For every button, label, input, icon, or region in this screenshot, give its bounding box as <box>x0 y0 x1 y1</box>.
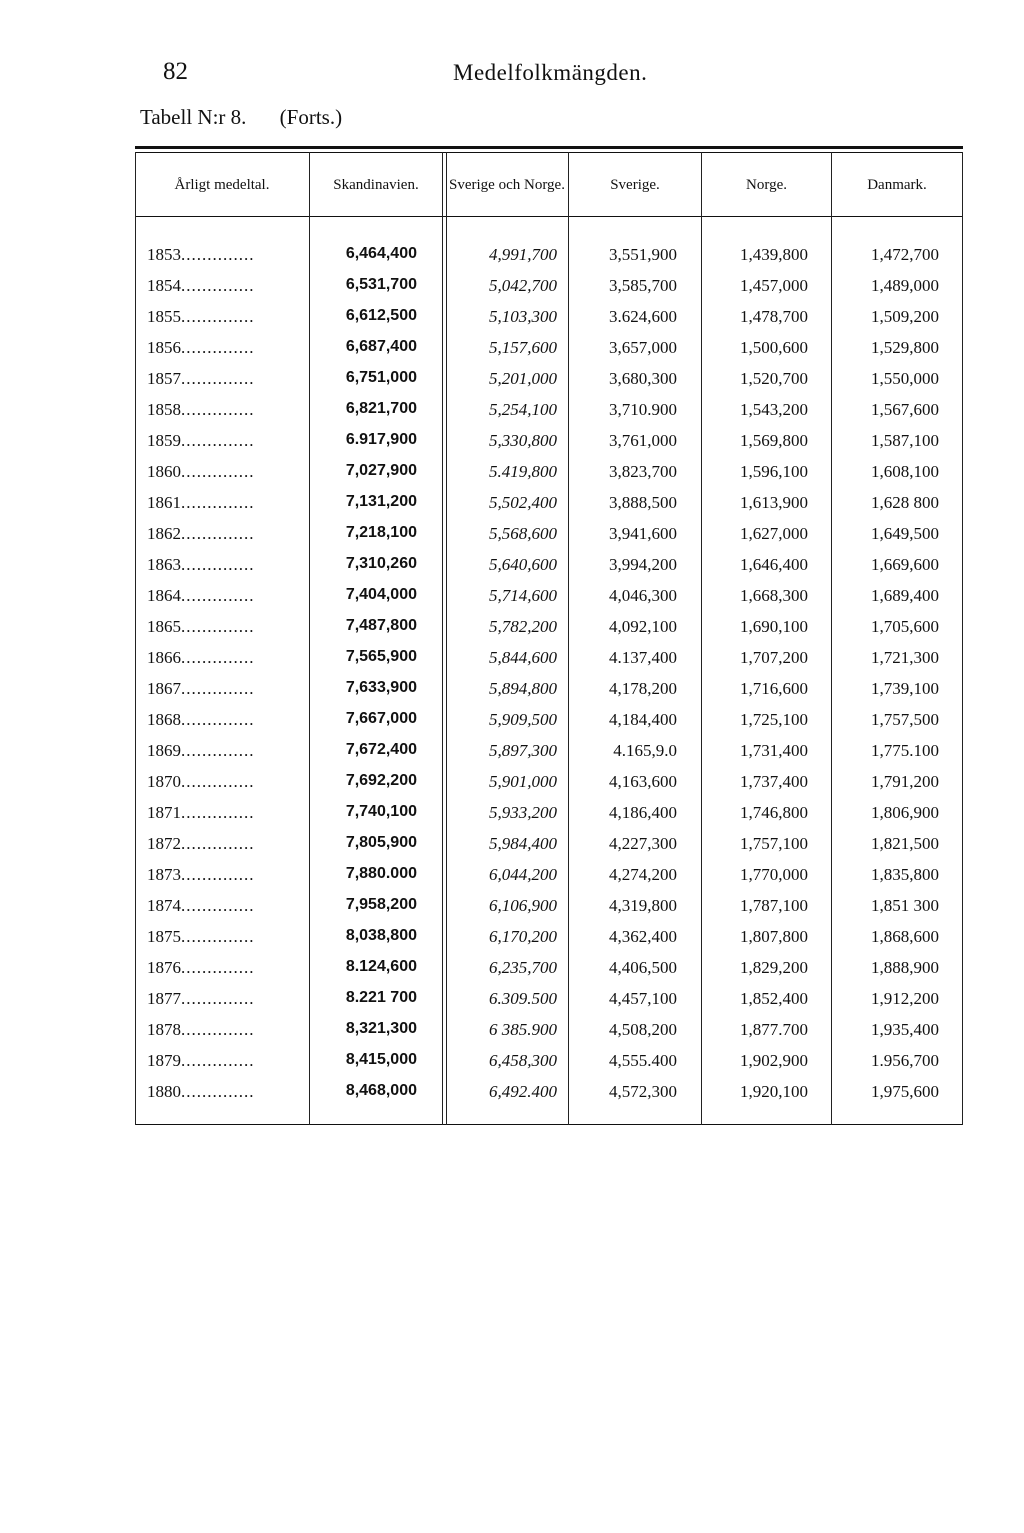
dot-leader: .............. <box>181 524 255 543</box>
cell-skandinavien: 6.917,900 <box>345 431 417 448</box>
cell-danmark: 1,975,600 <box>871 1082 939 1101</box>
cell-skandinavien: 7,218,100 <box>345 524 417 541</box>
cell-sverige: 3,680,300 <box>609 369 677 388</box>
cell-danmark: 1,608,100 <box>871 462 939 481</box>
cell-sverige-norge: 6,492.400 <box>489 1082 557 1101</box>
table-row <box>135 803 963 834</box>
cell-skandinavien: 6,821,700 <box>345 400 417 417</box>
column-header-norge: Norge. <box>746 176 787 193</box>
dot-leader: .............. <box>181 369 255 388</box>
cell-skandinavien: 7,310,260 <box>345 555 417 572</box>
table-row <box>135 958 963 989</box>
cell-danmark: 1,649,500 <box>871 524 939 543</box>
cell-sverige: 4.137,400 <box>609 648 677 667</box>
cell-sverige: 3,761,000 <box>609 431 677 450</box>
cell-skandinavien: 8.221 700 <box>345 989 417 1006</box>
cell-sverige: 4,184,400 <box>609 710 677 729</box>
cell-year: 1867.............. <box>147 679 255 698</box>
cell-year: 1873.............. <box>147 865 255 884</box>
cell-danmark: 1,721,300 <box>871 648 939 667</box>
cell-skandinavien: 6,687,400 <box>345 338 417 355</box>
cell-norge: 1,478,700 <box>740 307 808 326</box>
dot-leader: .............. <box>181 338 255 357</box>
cell-sverige: 3,994,200 <box>609 555 677 574</box>
cell-year: 1876.............. <box>147 958 255 977</box>
dot-leader: .............. <box>181 462 255 481</box>
cell-danmark: 1,529,800 <box>871 338 939 357</box>
cell-skandinavien: 8,415,000 <box>345 1051 417 1068</box>
dot-leader: .............. <box>181 276 255 295</box>
cell-skandinavien: 7,692,200 <box>345 772 417 789</box>
cell-skandinavien: 7,672,400 <box>345 741 417 758</box>
cell-norge: 1,520,700 <box>740 369 808 388</box>
cell-skandinavien: 6,751,000 <box>345 369 417 386</box>
cell-sverige-norge: 5,714,600 <box>489 586 557 605</box>
cell-norge: 1,543,200 <box>740 400 808 419</box>
cell-danmark: 1,509,200 <box>871 307 939 326</box>
cell-danmark: 1,821,500 <box>871 834 939 853</box>
cell-sverige: 4,555.400 <box>609 1051 677 1070</box>
cell-sverige: 4,572,300 <box>609 1082 677 1101</box>
cell-year: 1868.............. <box>147 710 255 729</box>
table-row <box>135 927 963 958</box>
table-row <box>135 896 963 927</box>
dot-leader: .............. <box>181 648 255 667</box>
table-row <box>135 493 963 524</box>
cell-danmark: 1,669,600 <box>871 555 939 574</box>
cell-danmark: 1,689,400 <box>871 586 939 605</box>
cell-year: 1859.............. <box>147 431 255 450</box>
table-row <box>135 741 963 772</box>
table-row <box>135 865 963 896</box>
page-number: 82 <box>163 58 188 85</box>
cell-year: 1860.............. <box>147 462 255 481</box>
cell-sverige-norge: 5,901,000 <box>489 772 557 791</box>
table-top-rule-thin <box>135 152 963 153</box>
cell-danmark: 1,851 300 <box>871 896 939 915</box>
cell-sverige-norge: 6.309.500 <box>489 989 557 1008</box>
cell-sverige: 4,274,200 <box>609 865 677 884</box>
cell-year: 1872.............. <box>147 834 255 853</box>
column-header-sverige-norge: Sverige och Norge. <box>449 176 565 193</box>
cell-year: 1865.............. <box>147 617 255 636</box>
cell-norge: 1,829,200 <box>740 958 808 977</box>
cell-norge: 1,757,100 <box>740 834 808 853</box>
cell-norge: 1,725,100 <box>740 710 808 729</box>
cell-skandinavien: 7,958,200 <box>345 896 417 913</box>
cell-sverige-norge: 6,170,200 <box>489 927 557 946</box>
dot-leader: .............. <box>181 803 255 822</box>
cell-year: 1875.............. <box>147 927 255 946</box>
cell-sverige-norge: 5,894,800 <box>489 679 557 698</box>
table-bottom-rule <box>135 1124 963 1125</box>
cell-year: 1864.............. <box>147 586 255 605</box>
cell-norge: 1,596,100 <box>740 462 808 481</box>
cell-sverige: 4,186,400 <box>609 803 677 822</box>
cell-year: 1877.............. <box>147 989 255 1008</box>
cell-sverige-norge: 5,782,200 <box>489 617 557 636</box>
column-header-danmark-label: Danmark. <box>867 176 927 193</box>
cell-sverige-norge: 5,568,600 <box>489 524 557 543</box>
table-row <box>135 1082 963 1113</box>
cell-sverige: 3,710.900 <box>609 400 677 419</box>
cell-skandinavien: 7,404,000 <box>345 586 417 603</box>
cell-norge: 1,707,200 <box>740 648 808 667</box>
cell-norge: 1,902,900 <box>740 1051 808 1070</box>
cell-sverige-norge: 5,103,300 <box>489 307 557 326</box>
cell-norge: 1,787,100 <box>740 896 808 915</box>
cell-sverige: 3,941,600 <box>609 524 677 543</box>
cell-norge: 1,569,800 <box>740 431 808 450</box>
cell-danmark: 1,868,600 <box>871 927 939 946</box>
column-header-year: Årligt medeltal. <box>174 176 270 193</box>
cell-danmark: 1,935,400 <box>871 1020 939 1039</box>
cell-sverige: 4,046,300 <box>609 586 677 605</box>
cell-sverige: 3,551,900 <box>609 245 677 264</box>
cell-sverige-norge: 5,933,200 <box>489 803 557 822</box>
table-row <box>135 1051 963 1082</box>
dot-leader: .............. <box>181 431 255 450</box>
table-row <box>135 307 963 338</box>
dot-leader: .............. <box>181 865 255 884</box>
cell-year: 1853.............. <box>147 245 255 264</box>
cell-sverige-norge: 5,330,800 <box>489 431 557 450</box>
cell-skandinavien: 7,740,100 <box>345 803 417 820</box>
cell-sverige-norge: 5,640,600 <box>489 555 557 574</box>
dot-leader: .............. <box>181 927 255 946</box>
cell-norge: 1,920,100 <box>740 1082 808 1101</box>
cell-sverige: 4,178,200 <box>609 679 677 698</box>
cell-year: 1866.............. <box>147 648 255 667</box>
table-row <box>135 524 963 555</box>
cell-skandinavien: 7,027,900 <box>345 462 417 479</box>
cell-skandinavien: 7,880.000 <box>345 865 417 882</box>
cell-danmark: 1,739,100 <box>871 679 939 698</box>
cell-norge: 1,746,800 <box>740 803 808 822</box>
dot-leader: .............. <box>181 834 255 853</box>
cell-danmark: 1,835,800 <box>871 865 939 884</box>
dot-leader: .............. <box>181 710 255 729</box>
dot-leader: .............. <box>181 896 255 915</box>
cell-norge: 1,613,900 <box>740 493 808 512</box>
cell-skandinavien: 6,531,700 <box>345 276 417 293</box>
cell-danmark: 1,775.100 <box>871 741 939 760</box>
cell-norge: 1,737,400 <box>740 772 808 791</box>
cell-danmark: 1,472,700 <box>871 245 939 264</box>
cell-year: 1869.............. <box>147 741 255 760</box>
table-row <box>135 555 963 586</box>
table-caption <box>140 105 342 130</box>
table-header-rule <box>135 216 963 217</box>
cell-sverige-norge: 6,235,700 <box>489 958 557 977</box>
dot-leader: .............. <box>181 1082 255 1101</box>
cell-danmark: 1,888,900 <box>871 958 939 977</box>
cell-sverige: 3,823,700 <box>609 462 677 481</box>
dot-leader: .............. <box>181 400 255 419</box>
cell-norge: 1,646,400 <box>740 555 808 574</box>
cell-year: 1863.............. <box>147 555 255 574</box>
table-row <box>135 276 963 307</box>
dot-leader: .............. <box>181 772 255 791</box>
table-row <box>135 586 963 617</box>
cell-danmark: 1,912,200 <box>871 989 939 1008</box>
cell-sverige-norge: 5,254,100 <box>489 400 557 419</box>
cell-sverige-norge: 5,157,600 <box>489 338 557 357</box>
cell-norge: 1,690,100 <box>740 617 808 636</box>
table-row <box>135 834 963 865</box>
cell-year: 1870.............. <box>147 772 255 791</box>
cell-norge: 1,500,600 <box>740 338 808 357</box>
cell-year: 1862.............. <box>147 524 255 543</box>
cell-sverige: 4,362,400 <box>609 927 677 946</box>
cell-sverige-norge: 6,044,200 <box>489 865 557 884</box>
cell-skandinavien: 8,038,800 <box>345 927 417 944</box>
dot-leader: .............. <box>181 679 255 698</box>
table-row <box>135 989 963 1020</box>
dot-leader: .............. <box>181 307 255 326</box>
table-top-rule <box>135 146 963 149</box>
cell-danmark: 1,705,600 <box>871 617 939 636</box>
running-title: Medelfolkmängden. <box>453 60 648 85</box>
cell-sverige-norge: 6 385.900 <box>489 1020 557 1039</box>
table-row <box>135 245 963 276</box>
cell-sverige: 3,888,500 <box>609 493 677 512</box>
cell-sverige: 4,163,600 <box>609 772 677 791</box>
cell-year: 1861.............. <box>147 493 255 512</box>
cell-sverige-norge: 5.419,800 <box>489 462 557 481</box>
cell-norge: 1,627,000 <box>740 524 808 543</box>
cell-sverige-norge: 6,458,300 <box>489 1051 557 1070</box>
cell-skandinavien: 7,487,800 <box>345 617 417 634</box>
table-row <box>135 1020 963 1051</box>
cell-norge: 1,877.700 <box>740 1020 808 1039</box>
cell-danmark: 1,567,600 <box>871 400 939 419</box>
cell-norge: 1,439,800 <box>740 245 808 264</box>
cell-danmark: 1,806,900 <box>871 803 939 822</box>
cell-sverige: 4,508,200 <box>609 1020 677 1039</box>
cell-sverige: 4,319,800 <box>609 896 677 915</box>
cell-danmark: 1,628 800 <box>871 493 939 512</box>
dot-leader: .............. <box>181 741 255 760</box>
dot-leader: .............. <box>181 245 255 264</box>
table-row <box>135 710 963 741</box>
cell-skandinavien: 7,633,900 <box>345 679 417 696</box>
cell-year: 1878.............. <box>147 1020 255 1039</box>
cell-year: 1874.............. <box>147 896 255 915</box>
cell-sverige-norge: 5,844,600 <box>489 648 557 667</box>
cell-sverige-norge: 5,909,500 <box>489 710 557 729</box>
cell-norge: 1,852,400 <box>740 989 808 1008</box>
cell-danmark: 1,791,200 <box>871 772 939 791</box>
dot-leader: .............. <box>181 989 255 1008</box>
cell-year: 1857.............. <box>147 369 255 388</box>
dot-leader: .............. <box>181 1051 255 1070</box>
cell-year: 1879.............. <box>147 1051 255 1070</box>
cell-sverige: 4,227,300 <box>609 834 677 853</box>
table-row <box>135 772 963 803</box>
table-row <box>135 462 963 493</box>
cell-sverige: 4,406,500 <box>609 958 677 977</box>
cell-skandinavien: 7,805,900 <box>345 834 417 851</box>
cell-year: 1858.............. <box>147 400 255 419</box>
table-row <box>135 338 963 369</box>
cell-skandinavien: 6,612,500 <box>345 307 417 324</box>
cell-sverige: 4.165,9.0 <box>613 741 677 760</box>
dot-leader: .............. <box>181 586 255 605</box>
cell-skandinavien: 8,468,000 <box>345 1082 417 1099</box>
dot-leader: .............. <box>181 493 255 512</box>
dot-leader: .............. <box>181 555 255 574</box>
cell-danmark: 1,757,500 <box>871 710 939 729</box>
cell-sverige-norge: 5,201,000 <box>489 369 557 388</box>
cell-danmark: 1,489,000 <box>871 276 939 295</box>
cell-skandinavien: 6,464,400 <box>345 245 417 262</box>
cell-year: 1855.............. <box>147 307 255 326</box>
cell-skandinavien: 7,565,900 <box>345 648 417 665</box>
cell-year: 1871.............. <box>147 803 255 822</box>
table-row <box>135 369 963 400</box>
cell-norge: 1,668,300 <box>740 586 808 605</box>
dot-leader: .............. <box>181 617 255 636</box>
cell-sverige-norge: 5,502,400 <box>489 493 557 512</box>
cell-skandinavien: 7,131,200 <box>345 493 417 510</box>
table-row <box>135 617 963 648</box>
cell-year: 1854.............. <box>147 276 255 295</box>
cell-sverige: 4,457,100 <box>609 989 677 1008</box>
cell-skandinavien: 8,321,300 <box>345 1020 417 1037</box>
cell-sverige-norge: 4,991,700 <box>489 245 557 264</box>
dot-leader: .............. <box>181 958 255 977</box>
cell-skandinavien: 8.124,600 <box>345 958 417 975</box>
cell-sverige: 4,092,100 <box>609 617 677 636</box>
column-header-sverige: Sverige. <box>610 176 660 193</box>
cell-sverige-norge: 6,106,900 <box>489 896 557 915</box>
cell-sverige-norge: 5,897,300 <box>489 741 557 760</box>
cell-danmark: 1,550,000 <box>871 369 939 388</box>
cell-sverige-norge: 5,984,400 <box>489 834 557 853</box>
cell-norge: 1,457,000 <box>740 276 808 295</box>
cell-skandinavien: 7,667,000 <box>345 710 417 727</box>
column-header-skandinavien: Skandinavien. <box>333 176 419 193</box>
table-row <box>135 431 963 462</box>
cell-norge: 1,716,600 <box>740 679 808 698</box>
cell-danmark: 1.956,700 <box>871 1051 939 1070</box>
cell-norge: 1,770,000 <box>740 865 808 884</box>
dot-leader: .............. <box>181 1020 255 1039</box>
table-row <box>135 648 963 679</box>
cell-year: 1856.............. <box>147 338 255 357</box>
cell-norge: 1,807,800 <box>740 927 808 946</box>
cell-danmark: 1,587,100 <box>871 431 939 450</box>
table-label: Tabell N:r 8. <box>140 105 247 129</box>
cell-sverige-norge: 5,042,700 <box>489 276 557 295</box>
cell-year: 1880.............. <box>147 1082 255 1101</box>
cell-sverige: 3,657,000 <box>609 338 677 357</box>
cell-sverige: 3.624,600 <box>609 307 677 326</box>
table-continuation: (Forts.) <box>279 105 343 129</box>
cell-sverige: 3,585,700 <box>609 276 677 295</box>
table-row <box>135 679 963 710</box>
table-row <box>135 400 963 431</box>
cell-norge: 1,731,400 <box>740 741 808 760</box>
